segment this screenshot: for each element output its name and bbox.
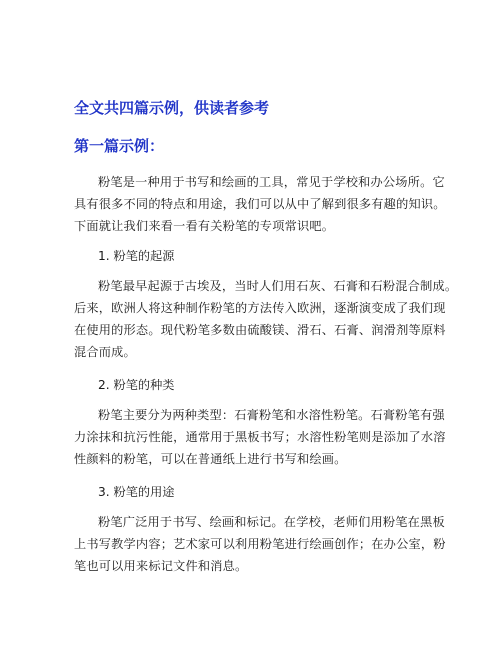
paragraph-line: 粉笔是一种用于书写和绘画的工具，常见于学校和办公场所。它 [98,175,445,189]
paragraph-line: 混合而成。 [74,345,136,359]
paragraph-line: 力涂抹和抗污性能，通常用于黑板书写；水溶性粉笔则是添加了水溶 [74,430,446,444]
paragraph-line: 下面就让我们来看一看有关粉笔的专项常识吧。 [74,219,335,233]
paragraph-line: 性颜料的粉笔，可以在普通纸上进行书写和绘画。 [74,452,347,466]
paragraph-line: 笔也可以用来标记文件和消息。 [74,559,248,573]
paragraph-line: 粉笔最早起源于古埃及，当时人们用石灰、石膏和石粉混合制成。 [98,279,458,293]
paragraph-line: 粉笔广泛用于书写、绘画和标记。在学校，老师们用粉笔在黑板 [98,515,445,529]
section-paragraph-types [74,404,446,470]
section-title-uses: 3. 粉笔的用途 [98,485,175,499]
section-title-origin: 1. 粉笔的起源 [98,249,175,263]
paragraph-line: 具有很多不同的特点和用途，我们可以从中了解到很多有趣的知识。 [74,197,446,211]
paragraph-line: 上书写教学内容；艺术家可以利用粉笔进行绘画创作；在办公室，粉 [74,537,446,551]
intro-heading: 全文共四篇示例，供读者参考 [74,99,270,117]
paragraph-line: 后来，欧洲人将这种制作粉笔的方法传入欧洲，逐渐演变成了我们现 [74,301,446,315]
section-paragraph-uses [74,511,446,577]
first-example-heading: 第一篇示例： [74,137,165,155]
section-paragraph-origin [74,275,458,363]
paragraph-line: 在使用的形态。现代粉笔多数由硫酸镁、滑石、石膏、润滑剂等原料 [74,323,446,337]
section-title-types: 2. 粉笔的种类 [98,378,175,392]
intro-paragraph [74,171,446,237]
paragraph-line: 粉笔主要分为两种类型：石膏粉笔和水溶性粉笔。石膏粉笔有强 [98,408,445,422]
